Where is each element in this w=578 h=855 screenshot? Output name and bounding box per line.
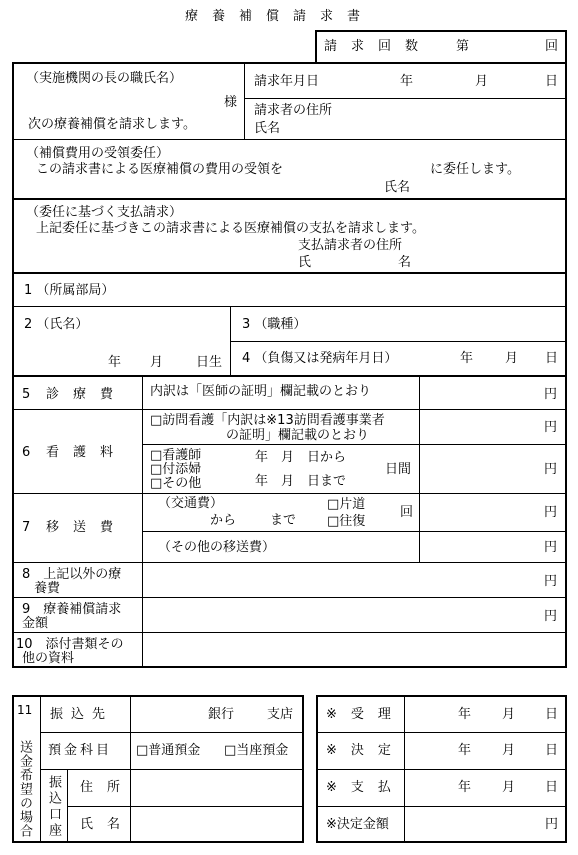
item6-visit1: □訪問看護「内訳は※13訪問看護事業者 [150,413,385,428]
item2-month: 月 [150,355,164,370]
office-payment-year: 年 [458,780,472,795]
office-decision-day: 日 [545,743,559,758]
agency-request: 次の療養補償を請求します。 [28,117,196,132]
claim-date-year: 年 [400,74,414,89]
item3-label: 3 （職種） [242,317,307,332]
item6-visit2: の証明」欄記載のとおり [226,428,370,443]
item7-label: 移送費 [46,520,128,535]
delegation-line1: この請求書による医療補償の費用の受領を [36,162,284,177]
claim-count-label: 請求回数 [324,39,433,54]
office-payment: ※支払 [326,780,405,795]
item7-round: □往復 [327,514,366,529]
item7-kara: から [210,513,237,528]
item9-line2: 金額 [22,616,49,631]
transfer-num: 11 [17,703,33,717]
transfer-dest: 振込先 [50,707,114,722]
item6-days: 日間 [385,462,412,477]
item10-line2: 他の資料 [22,651,75,666]
item6-opt3: □その他 [150,476,202,491]
item8-line1: 8 上記以外の療 [22,567,122,582]
claim-count-kai: 回 [545,39,559,54]
item6-opt1: □看護師 [150,448,202,463]
claimant-address: 請求者の住所 [254,103,333,118]
transfer-vertical: 送金希望の場合 [17,740,32,838]
item4-day: 日 [545,351,559,366]
entrusted-shi: 氏 [298,255,312,270]
item10-line1: 10 添付書類その [16,637,124,652]
item4-month: 月 [505,351,519,366]
item6-opt2: □付添婦 [150,462,202,477]
item7-other: （その他の移送費） [158,540,276,555]
office-receipt-year: 年 [458,707,472,722]
agency-sama: 様 [224,95,238,110]
item1-label: 1 （所属部局） [24,283,115,298]
claim-date-month: 月 [475,74,489,89]
transfer-bank: 銀行 [208,707,235,722]
office-payment-month: 月 [502,780,516,795]
item6-label: 看護料 [46,445,128,460]
item2-label: 2 （氏名） [24,317,89,332]
transfer-name: 氏名 [80,817,135,832]
item5-num: 5 [22,387,31,402]
item9-yen: 円 [544,609,558,624]
transfer-deposit: 預金科目 [48,743,113,758]
transfer-toza: □当座預金 [224,743,289,758]
item6-to: 年 月 日まで [255,474,347,489]
claim-count-dai: 第 [456,39,470,54]
item6-yen-care: 円 [544,462,558,477]
item5-desc: 内訳は「医師の証明」欄記載のとおり [150,384,372,399]
transfer-koza: 振込口座 [46,775,61,839]
office-receipt-day: 日 [545,707,559,722]
item7-yen-other: 円 [544,540,558,555]
office-amount-yen: 円 [545,817,559,832]
entrusted-mei: 名 [398,255,412,270]
item5-yen: 円 [544,387,558,402]
page-title: 療養補償請求書 [185,9,375,24]
item4-label: 4 （負傷又は発病年月日） [242,351,398,366]
office-decision-year: 年 [458,743,472,758]
item4-year: 年 [460,351,474,366]
office-payment-day: 日 [545,780,559,795]
item8-yen: 円 [544,574,558,589]
entrusted-address: 支払請求者の住所 [298,238,403,253]
item6-from: 年 月 日から [255,450,347,465]
transfer-futsu: □普通預金 [136,743,201,758]
item6-yen-visit: 円 [544,420,558,435]
delegation-name: 氏名 [384,180,411,195]
item7-oneway: □片道 [327,497,366,512]
claimant-name: 氏名 [254,121,281,136]
entrusted-line1: 上記委任に基づきこの請求書による医療補償の支払を請求します。 [36,221,425,236]
item7-made: まで [270,513,297,528]
office-decision-month: 月 [502,743,516,758]
agency-head: （実施機関の長の職氏名） [26,71,183,86]
item8-line2: 養費 [34,581,61,596]
item7-num: 7 [22,520,31,535]
delegation-head: （補償費用の受領委任） [26,146,170,161]
item7-yen-transport: 円 [544,505,558,520]
item5-label: 診療費 [46,387,128,402]
item9-line1: 9 療養補償請求 [22,602,122,617]
item6-num: 6 [22,445,31,460]
office-amount: ※決定金額 [326,817,389,832]
item2-year: 年 [108,355,122,370]
claim-date-day: 日 [545,74,559,89]
entrusted-head: （委任に基づく支払請求） [26,205,183,220]
transfer-address: 住所 [80,780,135,795]
item7-transport: （交通費） [158,496,224,511]
item2-day: 日生 [196,355,223,370]
item7-kai: 回 [400,505,414,520]
office-receipt-month: 月 [502,707,516,722]
office-receipt: ※受理 [326,707,405,722]
office-decision: ※決定 [326,743,405,758]
claim-date-label: 請求年月日 [254,74,320,89]
transfer-branch: 支店 [267,707,294,722]
delegation-line2: に委任します。 [430,162,520,177]
